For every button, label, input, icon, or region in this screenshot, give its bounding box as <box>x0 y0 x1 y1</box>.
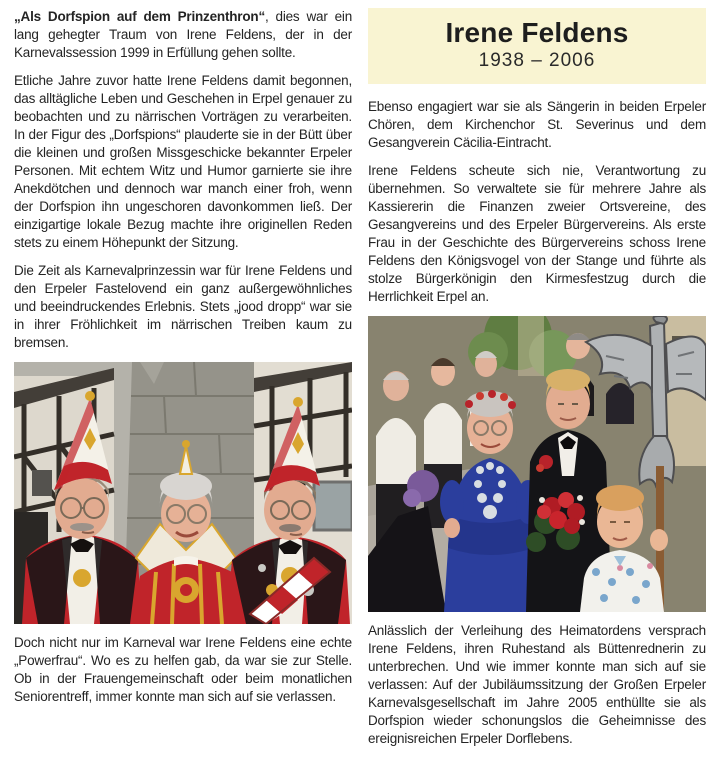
title-box <box>368 8 706 84</box>
procession-illustration <box>368 316 706 612</box>
paragraph-kassiererin: Irene Feldens scheute sich nie, Verantwortung zu übernehmen. So verwaltete sie für mehrere Jahre als Kassiererin die Finanzen zweier Ortsvereine, des Gesangvereins und des Erpeler Bürgervereins. Als erste Frau in der Geschichte des Bürgervereins schoss Irene Feldens den Königsvogel von der Stange und führte als stolze Bürgerkönigin den Kirmesfestzug durch die Herrlichkeit Erpel an. <box>368 163 706 304</box>
carnival-trio-photo <box>14 362 352 624</box>
life-years: 1938 – 2006 <box>478 50 596 71</box>
procession-photo <box>368 316 706 612</box>
paragraph-powerfrau: Doch nicht nur im Karneval war Irene Feldens eine echte „Powerfrau“. Wo es zu helfen gab, da war sie zur Stelle. Ob in der Frauengemeinschaft oder beim monatlichen Seniorentreff, immer konnte man sich auf sie verlassen. <box>14 635 352 704</box>
paragraph-prinzenthron <box>14 8 352 62</box>
left-column <box>14 8 352 770</box>
paragraph-lead-rest: , dies war ein lang gehegter Traum von Irene Feldens, der in der Karnevalssession 1999 in Erfüllung gehen sollte. <box>14 9 352 60</box>
paragraph-saengerin: Ebenso engagiert war sie als Sängerin in beiden Erpeler Chören, dem Kirchenchor St. Severinus und dem Gesangverein Cäcilia-Eintracht. <box>368 99 706 150</box>
paragraph-lead-bold: „Als Dorfspion auf dem Prinzenthron“ <box>14 9 265 24</box>
paragraph-heimatorden: Anlässlich der Verleihung des Heimatordens versprach Irene Feldens, ihren Ruhestand als Büttenrednerin zu unterbrechen. Und wie immer konnte man sich auf sie verlassen: Auf der Jubiläumssitzung der Großen Erpeler Karnevalsgesellschaft im Jahre 2005 enthüllte sie als Dorfspion wieder schonungslos die Geheimnisse des ereignisreichen Erpeler Dorflebens. <box>368 623 706 746</box>
carnival-trio-illustration <box>14 362 352 624</box>
right-column <box>368 8 706 770</box>
paragraph-karnevalprinzessin: Die Zeit als Karnevalprinzessin war für Irene Feldens und den Erpeler Fastelovend ein ganz außergewöhnliches und beeindruckendes Erlebnis. Stets „jood dropp“ war sie in ihrer Fröhlichkeit im närrischen Treiben kaum zu bremsen. <box>14 263 352 350</box>
girl-hand <box>650 529 668 551</box>
paragraph-dorfspion-figur: Etliche Jahre zuvor hatte Irene Feldens damit begonnen, das alltägliche Leben und Geschehen in Erpel genauer zu beobachten und zu närrischen Vorträgen zu verarbeiten. In der Figur des „Dorfspions“ plauderte sie in der Bütt über die kleinen und großen Missgeschicke bekannter Erpeler Personen. Mit echtem Witz und Humor garnierte sie ihre Anekdötchen und dennoch war manch einer froh, wenn der Dorfspion ihn ungeschoren davonkommen ließ. Der einzigartige lokale Bezug machte ihre originellen Reden stets zu einem Höhepunkt der Sitzung. <box>14 73 352 250</box>
page-title: Irene Feldens <box>445 17 629 48</box>
